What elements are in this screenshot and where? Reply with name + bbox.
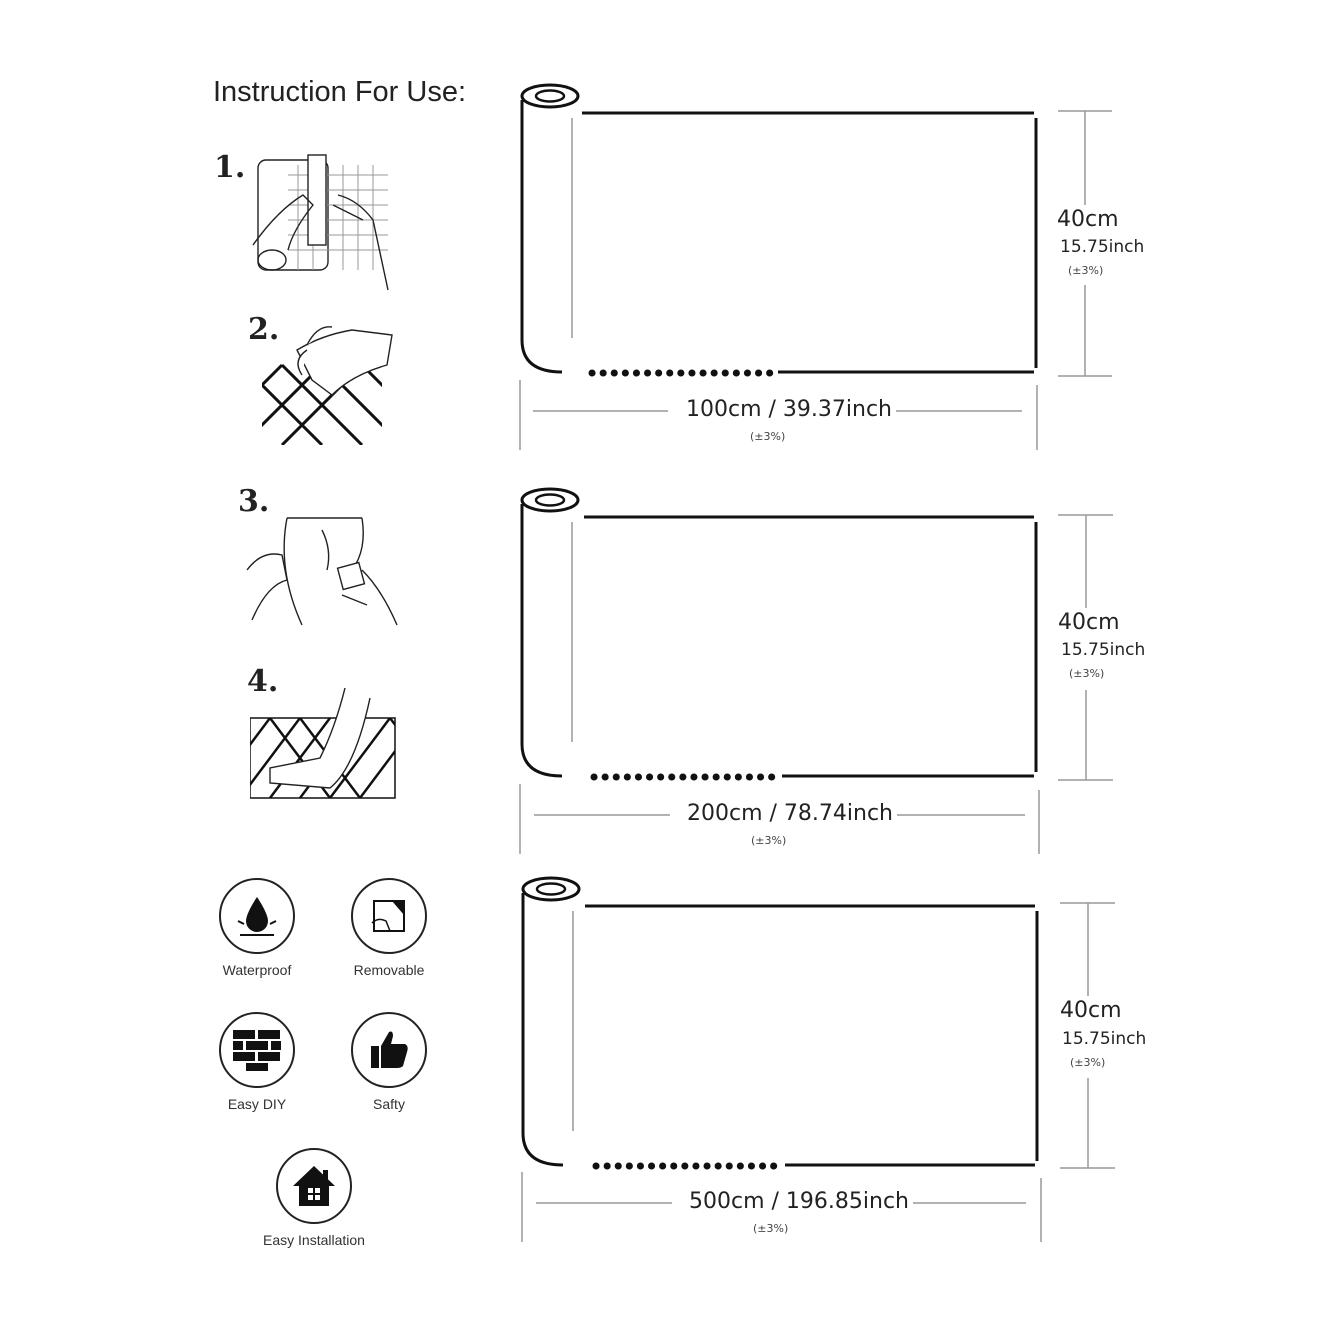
roll-3-width-tolerance: (±3%) bbox=[1070, 1056, 1106, 1069]
step-4-smooth-illustration bbox=[250, 688, 400, 800]
step-3-number: 3. bbox=[238, 484, 270, 519]
roll-1-width-tolerance: (±3%) bbox=[1068, 264, 1104, 277]
feature-waterproof bbox=[197, 878, 317, 978]
feature-safety bbox=[329, 1012, 449, 1112]
roll-2-width-tolerance: (±3%) bbox=[1069, 667, 1105, 680]
roll-2-width-inch: 15.75inch bbox=[1061, 640, 1146, 660]
step-2-number: 2. bbox=[248, 312, 280, 347]
brick-wall-icon bbox=[219, 1012, 295, 1088]
roll-3-length-tolerance: (±3%) bbox=[753, 1222, 789, 1235]
feature-label: Safty bbox=[373, 1096, 405, 1112]
step-4-number: 4. bbox=[247, 664, 279, 699]
instruction-title: Instruction For Use: bbox=[213, 76, 467, 108]
roll-1-length-tolerance: (±3%) bbox=[750, 430, 786, 443]
roll-100cm-drawing bbox=[520, 85, 1112, 450]
feature-easy-diy bbox=[197, 1012, 317, 1112]
feature-easy-installation bbox=[250, 1148, 378, 1248]
thumbs-up-icon bbox=[351, 1012, 427, 1088]
step-1-measure-illustration bbox=[248, 150, 398, 295]
feature-label: Waterproof bbox=[222, 962, 292, 978]
feature-label: Removable bbox=[353, 962, 425, 978]
peel-tile-icon bbox=[351, 878, 427, 954]
roll-200cm-drawing bbox=[520, 489, 1113, 854]
roll-1-length: 100cm / 39.37inch bbox=[682, 397, 896, 422]
feature-removable bbox=[329, 878, 449, 978]
roll-3-width-inch: 15.75inch bbox=[1062, 1029, 1147, 1049]
roll-1-width-cm: 40cm bbox=[1057, 207, 1119, 232]
roll-2-width-cm: 40cm bbox=[1058, 610, 1120, 635]
roll-3-width-cm: 40cm bbox=[1060, 998, 1122, 1023]
roll-2-length-tolerance: (±3%) bbox=[751, 834, 787, 847]
step-2-peel-illustration bbox=[262, 315, 402, 450]
waterproof-icon bbox=[219, 878, 295, 954]
feature-label: Easy Installation bbox=[263, 1232, 365, 1248]
house-icon bbox=[276, 1148, 352, 1224]
roll-2-length: 200cm / 78.74inch bbox=[683, 801, 897, 826]
feature-label: Easy DIY bbox=[227, 1096, 287, 1112]
step-1-number: 1. bbox=[214, 150, 246, 185]
roll-500cm-drawing bbox=[522, 878, 1115, 1242]
roll-1-width-inch: 15.75inch bbox=[1060, 237, 1145, 257]
roll-3-length: 500cm / 196.85inch bbox=[685, 1189, 913, 1214]
step-3-apply-illustration bbox=[242, 510, 402, 635]
